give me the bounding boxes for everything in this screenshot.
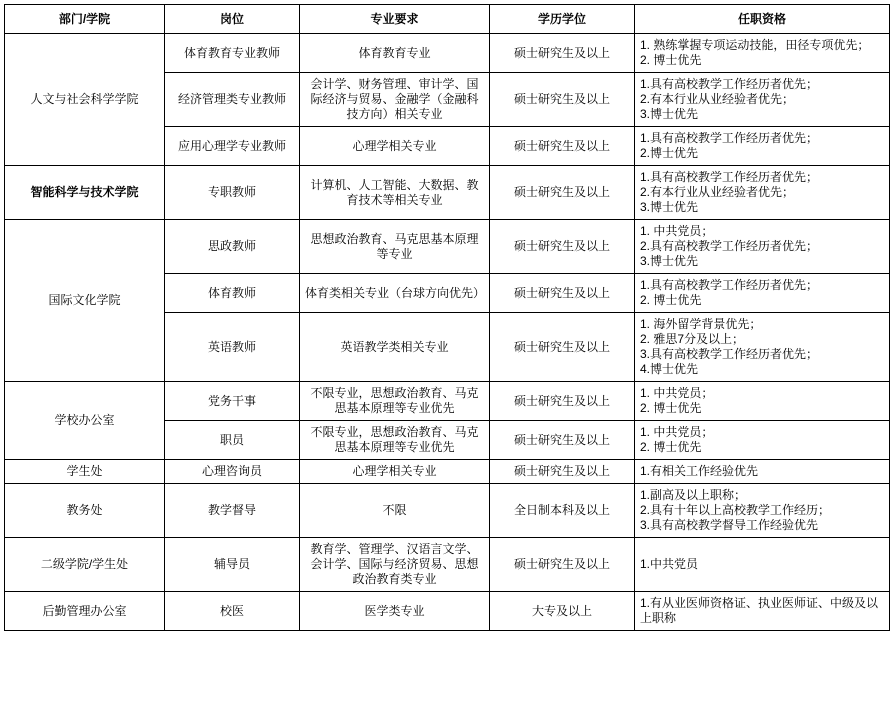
cell-qualification	[635, 382, 890, 421]
column-header-major: 专业要求	[300, 5, 490, 34]
qualification-item: 1. 中共党员；	[640, 425, 714, 439]
cell-department: 二级学院/学生处	[5, 538, 165, 592]
cell-qualification	[635, 220, 890, 274]
cell-qualification	[635, 592, 890, 631]
table-row	[5, 538, 890, 592]
qualification-item: 1. 海外留学背景优先；	[640, 317, 762, 331]
qualification-item: 1.中共党员	[640, 557, 699, 571]
qualification-list	[640, 488, 884, 533]
qualification-item: 2. 雅思7分及以上；	[640, 332, 745, 346]
cell-degree: 硕士研究生及以上	[490, 34, 635, 73]
cell-degree: 硕士研究生及以上	[490, 382, 635, 421]
cell-degree: 硕士研究生及以上	[490, 460, 635, 484]
table-row	[5, 166, 890, 220]
table-row	[5, 220, 890, 274]
qualification-item: 2.具有十年以上高校教学工作经历；	[640, 503, 831, 517]
column-header-qualification: 任职资格	[635, 5, 890, 34]
qualification-item: 1.具有高校教学工作经历者优先；	[640, 170, 819, 184]
cell-qualification	[635, 484, 890, 538]
qualification-item: 2.博士优先	[640, 146, 699, 160]
cell-position: 专职教师	[165, 166, 300, 220]
column-header-department: 部门/学院	[5, 5, 165, 34]
qualification-item: 1. 中共党员；	[640, 224, 714, 238]
cell-department: 学校办公室	[5, 382, 165, 460]
qualification-list	[640, 557, 884, 572]
cell-position: 教学督导	[165, 484, 300, 538]
cell-position: 经济管理类专业教师	[165, 73, 300, 127]
table-row	[5, 382, 890, 421]
cell-qualification	[635, 274, 890, 313]
qualification-item: 1.具有高校教学工作经历者优先；	[640, 77, 819, 91]
qualification-list	[640, 131, 884, 161]
cell-position: 思政教师	[165, 220, 300, 274]
cell-position: 职员	[165, 421, 300, 460]
qualification-item: 3.具有高校教学工作经历者优先；	[640, 347, 819, 361]
qualification-item: 2.有本行业从业经验者优先；	[640, 185, 795, 199]
cell-major: 不限	[300, 484, 490, 538]
cell-department: 智能科学与技术学院	[5, 166, 165, 220]
cell-department: 学生处	[5, 460, 165, 484]
column-header-position: 岗位	[165, 5, 300, 34]
qualification-list	[640, 317, 884, 377]
qualification-item: 2. 博士优先	[640, 440, 702, 454]
cell-degree: 全日制本科及以上	[490, 484, 635, 538]
cell-qualification	[635, 166, 890, 220]
cell-major: 思想政治教育、马克思基本原理等专业	[300, 220, 490, 274]
cell-position: 校医	[165, 592, 300, 631]
cell-degree: 硕士研究生及以上	[490, 421, 635, 460]
qualification-item: 1.具有高校教学工作经历者优先；	[640, 278, 819, 292]
cell-department: 后勤管理办公室	[5, 592, 165, 631]
table-row	[5, 484, 890, 538]
cell-qualification	[635, 460, 890, 484]
qualification-list	[640, 170, 884, 215]
qualification-item: 2. 博士优先	[640, 293, 702, 307]
cell-major: 体育教育专业	[300, 34, 490, 73]
qualification-item: 1. 中共党员；	[640, 386, 714, 400]
qualification-list	[640, 386, 884, 416]
cell-degree: 硕士研究生及以上	[490, 73, 635, 127]
cell-major: 不限专业，思想政治教育、马克思基本原理等专业优先	[300, 421, 490, 460]
cell-position: 体育教师	[165, 274, 300, 313]
qualification-item: 1. 熟练掌握专项运动技能，田径专项优先；	[640, 38, 870, 52]
cell-qualification	[635, 34, 890, 73]
table-header	[5, 5, 890, 34]
qualification-list	[640, 464, 884, 479]
qualification-item: 2. 博士优先	[640, 401, 702, 415]
cell-position: 英语教师	[165, 313, 300, 382]
cell-degree: 大专及以上	[490, 592, 635, 631]
table-row	[5, 592, 890, 631]
qualification-item: 3.具有高校教学督导工作经验优先	[640, 518, 819, 532]
cell-major: 医学类专业	[300, 592, 490, 631]
qualification-item: 1.有从业医师资格证、执业医师证、中级及以上职称	[640, 596, 879, 625]
cell-department: 国际文化学院	[5, 220, 165, 382]
qualification-list	[640, 278, 884, 308]
cell-department: 教务处	[5, 484, 165, 538]
qualification-list	[640, 38, 884, 68]
cell-position: 体育教育专业教师	[165, 34, 300, 73]
qualification-item: 1.副高及以上职称；	[640, 488, 747, 502]
cell-position: 心理咨询员	[165, 460, 300, 484]
cell-major: 会计学、财务管理、审计学、国际经济与贸易、金融学（金融科技方向）相关专业	[300, 73, 490, 127]
cell-qualification	[635, 538, 890, 592]
cell-major: 心理学相关专业	[300, 127, 490, 166]
qualification-list	[640, 596, 884, 626]
cell-major: 教育学、管理学、汉语言文学、会计学、国际与经济贸易、思想政治教育类专业	[300, 538, 490, 592]
cell-department: 人文与社会科学学院	[5, 34, 165, 166]
qualification-list	[640, 224, 884, 269]
cell-major: 不限专业，思想政治教育、马克思基本原理等专业优先	[300, 382, 490, 421]
qualification-item: 3.博士优先	[640, 107, 699, 121]
cell-degree: 硕士研究生及以上	[490, 274, 635, 313]
cell-major: 英语教学类相关专业	[300, 313, 490, 382]
cell-qualification	[635, 127, 890, 166]
qualification-item: 1.具有高校教学工作经历者优先；	[640, 131, 819, 145]
column-header-degree: 学历学位	[490, 5, 635, 34]
qualification-item: 4.博士优先	[640, 362, 699, 376]
cell-degree: 硕士研究生及以上	[490, 538, 635, 592]
cell-major: 心理学相关专业	[300, 460, 490, 484]
cell-position: 应用心理学专业教师	[165, 127, 300, 166]
cell-degree: 硕士研究生及以上	[490, 166, 635, 220]
recruitment-table	[4, 4, 890, 631]
table-row	[5, 34, 890, 73]
qualification-item: 3.博士优先	[640, 200, 699, 214]
table-row	[5, 460, 890, 484]
cell-major: 体育类相关专业（台球方向优先）	[300, 274, 490, 313]
cell-position: 辅导员	[165, 538, 300, 592]
qualification-item: 2.有本行业从业经验者优先；	[640, 92, 795, 106]
cell-qualification	[635, 73, 890, 127]
table-header-row	[5, 5, 890, 34]
qualification-item: 1.有相关工作经验优先	[640, 464, 759, 478]
qualification-list	[640, 425, 884, 455]
cell-qualification	[635, 421, 890, 460]
table-body	[5, 34, 890, 631]
cell-position: 党务干事	[165, 382, 300, 421]
cell-degree: 硕士研究生及以上	[490, 220, 635, 274]
qualification-item: 3.博士优先	[640, 254, 699, 268]
cell-major: 计算机、人工智能、大数据、教育技术等相关专业	[300, 166, 490, 220]
qualification-list	[640, 77, 884, 122]
qualification-item: 2. 博士优先	[640, 53, 702, 67]
cell-degree: 硕士研究生及以上	[490, 313, 635, 382]
cell-qualification	[635, 313, 890, 382]
cell-degree: 硕士研究生及以上	[490, 127, 635, 166]
qualification-item: 2.具有高校教学工作经历者优先；	[640, 239, 819, 253]
